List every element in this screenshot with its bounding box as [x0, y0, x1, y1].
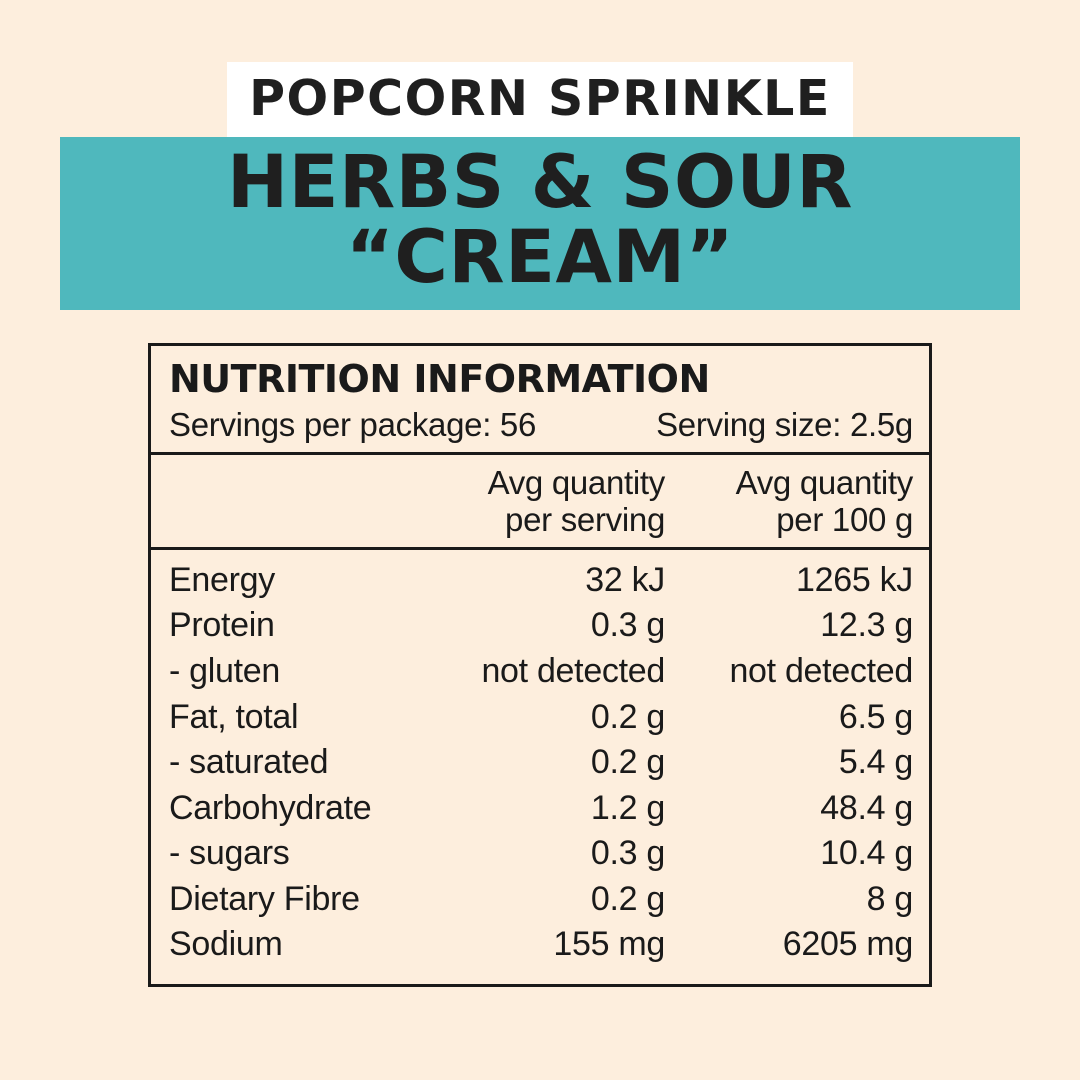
table-row [169, 603, 913, 649]
table-row [169, 649, 913, 695]
row-label: - saturated [169, 743, 329, 782]
row-value-per-100g: 1265 kJ [796, 560, 913, 599]
table-row [169, 695, 913, 741]
nutrition-rows [151, 550, 929, 984]
product-subtitle: POPCORN SPRINKLE [227, 62, 853, 137]
row-label: Fat, total [169, 697, 299, 736]
serving-size: Serving size: 2.5g [656, 406, 913, 443]
nutrition-information-panel [148, 343, 932, 987]
row-value-per-serving: 0.2 g [590, 879, 665, 918]
row-label: Energy [169, 560, 275, 599]
row-value-per-serving: 0.2 g [590, 697, 665, 736]
row-label: Sodium [169, 925, 283, 964]
column-header-per-serving-line1: Avg quantity [487, 464, 665, 501]
column-header-per-100g-line1: Avg quantity [735, 464, 913, 501]
row-label: Protein [169, 606, 275, 645]
row-value-per-serving: 1.2 g [590, 788, 665, 827]
row-value-per-serving: 0.3 g [590, 606, 665, 645]
servings-row [151, 398, 929, 455]
table-row [169, 558, 913, 604]
row-value-per-100g: 8 g [866, 879, 913, 918]
table-row [169, 831, 913, 877]
product-header [0, 0, 1080, 310]
row-value-per-100g: 10.4 g [820, 834, 913, 873]
nutrition-panel-title: NUTRITION INFORMATION [169, 357, 710, 401]
column-header-per-100g-line2: per 100 g [776, 500, 913, 538]
servings-per-package: Servings per package: 56 [169, 406, 537, 443]
column-header-per-serving [424, 465, 673, 539]
row-label: Dietary Fibre [169, 879, 360, 918]
row-value-per-serving: 0.2 g [590, 743, 665, 782]
column-header-per-100g [673, 465, 913, 539]
product-title: HERBS & SOUR “CREAM” [226, 140, 853, 300]
row-value-per-serving: not detected [481, 652, 665, 690]
table-row [169, 786, 913, 832]
table-row [169, 922, 913, 968]
row-value-per-serving: 155 mg [553, 925, 665, 964]
row-value-per-100g: 12.3 g [820, 606, 913, 645]
row-value-per-100g: 6.5 g [838, 697, 913, 736]
row-label: - sugars [169, 834, 290, 873]
product-title-banner [60, 137, 1020, 310]
row-value-per-serving: 32 kJ [585, 560, 665, 599]
row-value-per-100g: 48.4 g [820, 788, 913, 827]
row-value-per-serving: 0.3 g [590, 834, 665, 873]
row-value-per-100g: not detected [729, 652, 913, 690]
row-value-per-100g: 6205 mg [782, 925, 913, 964]
column-header-nutrient [169, 465, 424, 539]
column-header-per-serving-line2: per serving [505, 500, 665, 538]
row-label: Carbohydrate [169, 788, 372, 827]
row-value-per-100g: 5.4 g [838, 743, 913, 782]
table-row [169, 740, 913, 786]
table-row [169, 877, 913, 923]
row-label: - gluten [169, 652, 281, 690]
nutrition-column-headers [151, 455, 929, 550]
